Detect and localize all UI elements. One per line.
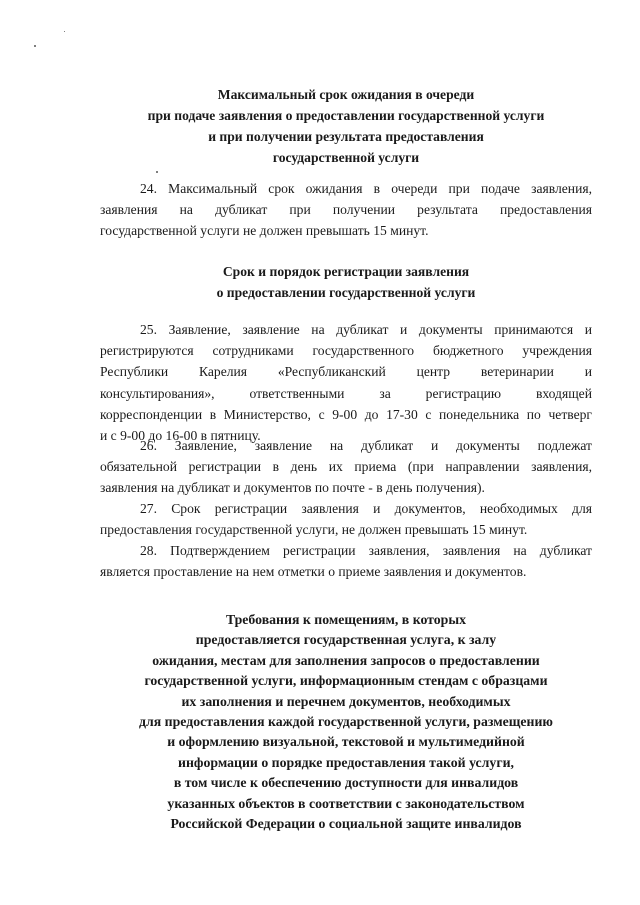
paragraph-line: заявления на дубликат при получении результата предоставления	[100, 202, 592, 218]
paragraph-line: предоставления государственной услуги, не должен превышать 15 минут.	[100, 522, 528, 538]
heading-line: информации о порядке предоставления такой услуги,	[178, 754, 514, 770]
heading-line: Максимальный срок ожидания в очереди	[217, 87, 475, 102]
heading-line: государственной услуги	[272, 150, 420, 165]
paragraph-line: заявления на дубликат и документов по почте - в день получения).	[100, 480, 485, 496]
paragraph-line: 26. Заявление, заявление на дубликат и документы подлежат	[140, 438, 592, 453]
paragraph-line: корреспонденции в Министерство, с 9-00 до 17-30 с понедельника по четверг	[100, 406, 592, 422]
heading-line: их заполнения и перечнем документов, необходимых	[181, 693, 511, 709]
scan-artifact	[34, 45, 36, 47]
paragraph-28	[100, 540, 592, 582]
paragraph-line: 24. Максимальный срок ожидания в очереди при подаче заявления,	[140, 181, 592, 196]
heading-line: государственной услуги, информационным стендам с образцами	[144, 673, 548, 689]
heading-line: при подаче заявления о предоставлении государственной услуги	[147, 108, 545, 123]
paragraph-24	[100, 178, 592, 242]
heading-line: для предоставления каждой государственной услуги, размещению	[139, 714, 553, 730]
heading-line: Российской Федерации о социальной защите инвалидов	[170, 816, 522, 832]
scan-artifact	[156, 171, 158, 173]
paragraph-25	[100, 319, 592, 446]
heading-line: и при получении результата предоставления	[208, 129, 484, 144]
paragraph-line: 25. Заявление, заявление на дубликат и документы принимаются и	[140, 322, 592, 337]
paragraph-line: 27. Срок регистрации заявления и документов, необходимых для	[140, 501, 592, 516]
paragraph-line: является проставление на нем отметки о приеме заявления и документов.	[100, 564, 527, 580]
paragraph-line: государственной услуги не должен превышать 15 минут.	[100, 223, 429, 239]
section-heading-premises-requirements	[100, 610, 592, 834]
section-heading-queue-wait	[100, 84, 592, 168]
heading-line: в том числе к обеспечению доступности для инвалидов	[173, 775, 519, 791]
paragraph-line: консультирования», ответственными за регистрацию входящей	[100, 385, 592, 401]
paragraph-line: обязательной регистрации в день их приема (при направлении заявления,	[100, 459, 592, 475]
scan-artifact	[64, 31, 65, 32]
paragraph-line: 28. Подтверждением регистрации заявления, заявления на дубликат	[140, 543, 592, 558]
paragraph-line: регистрируются сотрудниками государственного бюджетного учреждения	[100, 343, 592, 359]
paragraph-line: и с 9-00 до 16-00 в пятницу.	[100, 428, 261, 444]
heading-line: указанных объектов в соответствии с законодательством	[167, 795, 525, 811]
heading-line: ожидания, местам для заполнения запросов о предоставлении	[152, 652, 540, 668]
heading-line: Требования к помещениям, в которых	[225, 612, 467, 627]
paragraph-27	[100, 498, 592, 540]
heading-line: о предоставлении государственной услуги	[216, 285, 476, 300]
paragraph-line: Республики Карелия «Республиканский центр ветеринарии и	[100, 364, 592, 380]
paragraph-26	[100, 435, 592, 499]
heading-line: предоставляется государственная услуга, к залу	[195, 632, 497, 648]
heading-line: и оформлению визуальной, текстовой и мультимедийной	[167, 734, 525, 750]
section-heading-registration	[100, 261, 592, 303]
heading-line: Срок и порядок регистрации заявления	[222, 264, 470, 279]
